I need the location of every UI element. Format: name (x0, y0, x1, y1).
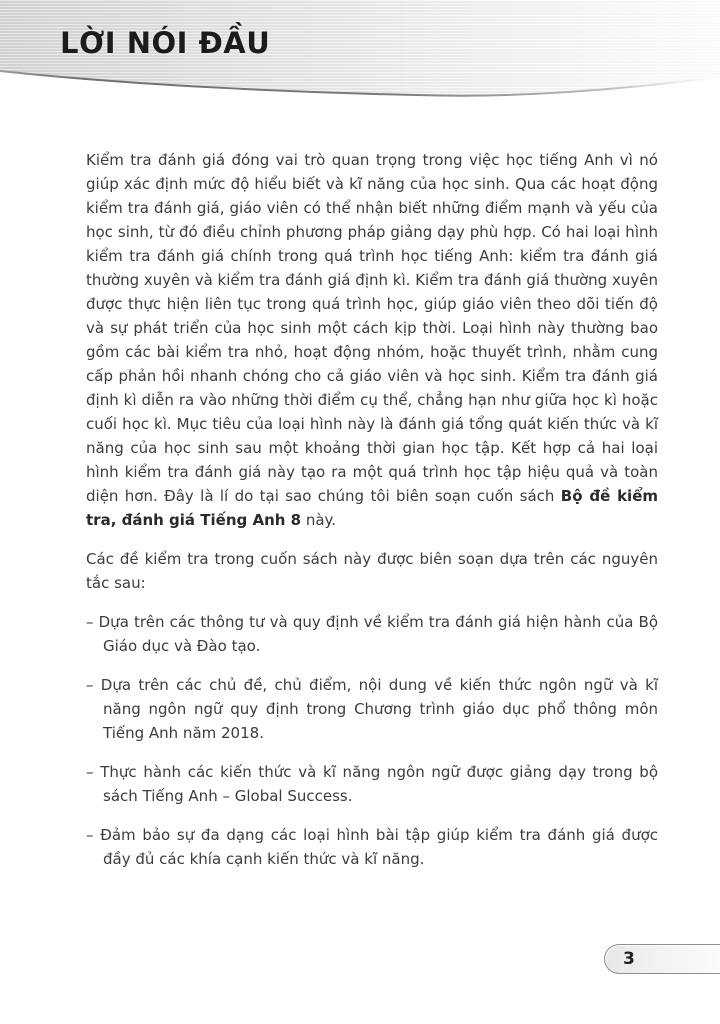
preface-content (86, 148, 658, 871)
principle-item: – Dựa trên các thông tư và quy định về kiểm tra đánh giá hiện hành của Bộ Giáo dục và Đào tạo. (86, 613, 658, 655)
intro-suffix: này. (301, 511, 337, 529)
book-title-bold: Bộ đề kiểm tra, đánh giá Tiếng Anh 8 (86, 487, 658, 529)
principles-lead: Các đề kiểm tra trong cuốn sách này được biên soạn dựa trên các nguyên tắc sau: (86, 550, 658, 592)
principle-item: – Dựa trên các chủ đề, chủ điểm, nội dung về kiến thức ngôn ngữ và kĩ năng ngôn ngữ quy định trong Chương trình giáo dục phổ thông môn Tiếng Anh năm 2018. (86, 676, 658, 742)
page-number: 3 (623, 949, 635, 969)
principle-item: – Thực hành các kiến thức và kĩ năng ngôn ngữ được giảng dạy trong bộ sách Tiếng Anh – Global Success. (86, 763, 658, 805)
page-title: LỜI NÓI ĐẦU (60, 26, 271, 60)
page-header (0, 0, 720, 110)
page-number-tab (604, 944, 720, 974)
principle-item: – Đảm bảo sự đa dạng các loại hình bài tập giúp kiểm tra đánh giá được đầy đủ các khía cạnh kiến thức và kĩ năng. (86, 826, 658, 868)
principles-list (86, 610, 658, 871)
intro-text: Kiểm tra đánh giá đóng vai trò quan trọng trong việc học tiếng Anh vì nó giúp xác định mức độ hiểu biết và kĩ năng của học sinh. Qua các hoạt động kiểm tra đánh giá, giáo viên có thể nhận biết những điểm mạnh và yếu của học sinh, từ đó điều chỉnh phương pháp giảng dạy phù hợp. Có hai loại hình kiểm tra đánh giá chính trong quá trình học tiếng Anh: kiểm tra đánh giá thường xuyên và kiểm tra đánh giá định kì. Kiểm tra đánh giá thường xuyên được thực hiện liên tục trong quá trình học, giúp giáo viên theo dõi tiến độ và sự phát triển của học sinh một cách kịp thời. Loại hình này thường bao gồm các bài kiểm tra nhỏ, hoạt động nhóm, hoặc thuyết trình, nhằm cung cấp phản hồi nhanh chóng cho cả giáo viên và học sinh. Kiểm tra đánh giá định kì diễn ra vào những thời điểm cụ thể, chẳng hạn như giữa học kì hoặc cuối học kì. Mục tiêu của loại hình này là đánh giá tổng quát kiến thức và kĩ năng của học sinh sau một khoảng thời gian học tập. Kết hợp cả hai loại hình kiểm tra đánh giá này tạo ra một quá trình học tập hiệu quả và toàn diện hơn. Đây là lí do tại sao chúng tôi biên soạn cuốn sách (86, 151, 658, 505)
intro-paragraph (86, 148, 658, 532)
